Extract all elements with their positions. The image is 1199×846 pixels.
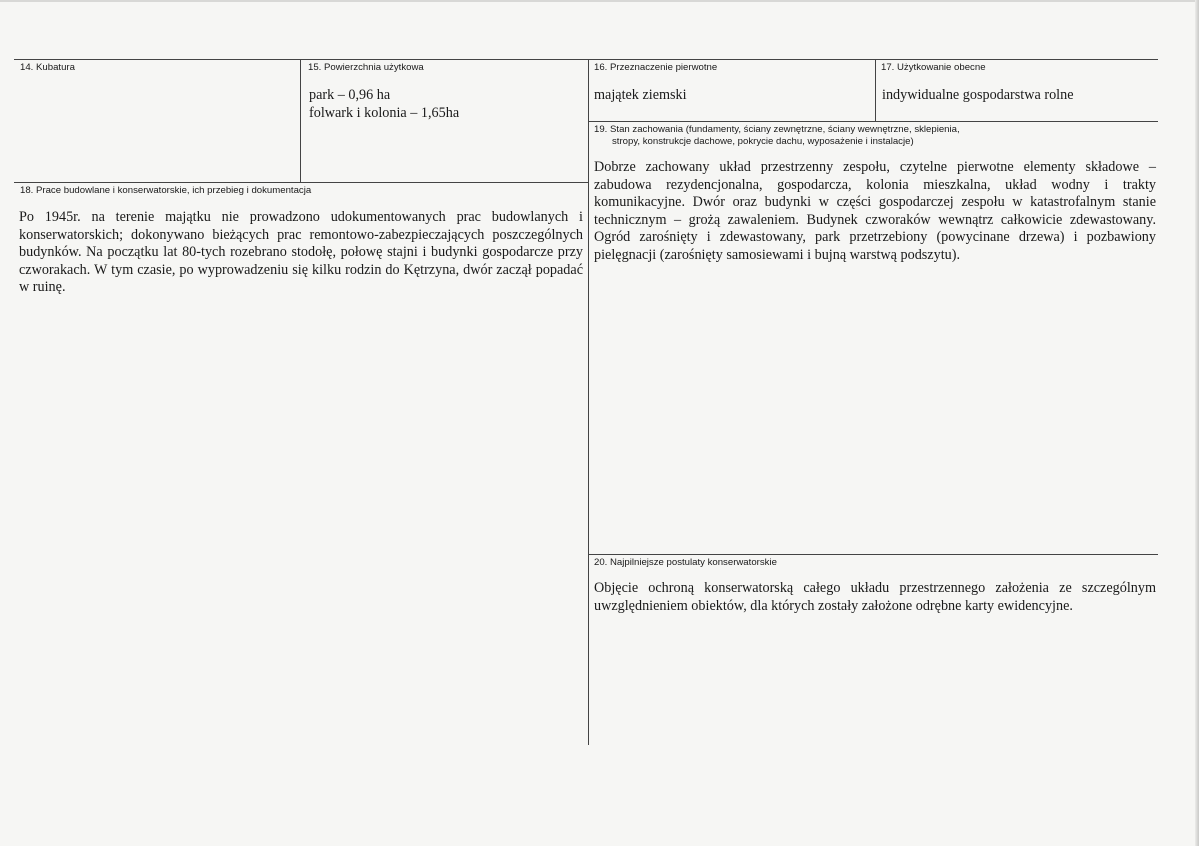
f18-text: Po 1945r. na terenie majątku nie prowadzono udokumentowanych prac budowlanych i konserwatorskich; dokonywano bieżących prac remontowo-zabezpieczających poszczególnych budynków. Na początku lat 80-tych rozebrano stodołę, połowę stajni i budynki gospodarcze przy czworakach. W tym czasie, po wyprowadzeniu się kilku rodzin do Kętrzyna, dwór zaczął popadać w ruinę. bbox=[19, 209, 583, 295]
f15-value-line2: folwark i kolonia – 1,65ha bbox=[309, 105, 460, 121]
rule-f18-top bbox=[14, 182, 589, 183]
f16-label: 16. Przeznaczenie pierwotne bbox=[594, 62, 718, 73]
rule-f19-top bbox=[589, 121, 1158, 122]
f20-text: Objęcie ochroną konserwatorską całego układu przestrzennego założenia ze szczególnym uwzględnieniem obiektów, dla których zostały założone odrębne karty ewidencyjne. bbox=[594, 580, 1156, 614]
f19-label-line2: stropy, konstrukcje dachowe, pokrycie dachu, wyposażenie i instalacje) bbox=[612, 136, 914, 147]
f16-value: majątek ziemski bbox=[594, 87, 687, 103]
rule-f17-left bbox=[875, 59, 876, 121]
rule-f15-left bbox=[300, 59, 301, 183]
f15-value-line1: park – 0,96 ha bbox=[309, 87, 391, 103]
f20-label: 20. Najpilniejsze postulaty konserwatorskie bbox=[594, 557, 777, 568]
page-edge-right bbox=[1195, 0, 1199, 846]
page-edge-top bbox=[0, 0, 1199, 2]
f19-label-line1: 19. Stan zachowania (fundamenty, ściany zewnętrzne, ściany wewnętrzne, sklepienia, bbox=[594, 124, 960, 135]
f17-label: 17. Użytkowanie obecne bbox=[881, 62, 986, 73]
f18-label: 18. Prace budowlane i konserwatorskie, ich przebieg i dokumentacja bbox=[20, 185, 312, 196]
rule-center bbox=[588, 59, 589, 745]
f19-text: Dobrze zachowany układ przestrzenny zespołu, czytelne pierwotne elementy składowe – zabudowa rezydencjonalna, gospodarcza, kolonia mieszkalna, układ wodny i trakty komunikacyjne. Dwór oraz budynki w części gospodarczej zespołu w katastrofalnym stanie technicznym – grożą zawaleniem. Budynek czworaków wewnątrz całkowicie zdewastowany. Ogród zarośnięty i zdewastowany, park przetrzebiony (powycinane drzewa) i pozbawiony pielęgnacji (zarośnięty samosiewami i bujną warstwą podszytu). bbox=[594, 159, 1156, 263]
rule-f20-top bbox=[589, 554, 1158, 555]
f15-label: 15. Powierzchnia użytkowa bbox=[308, 62, 424, 73]
rule-top bbox=[14, 59, 1158, 60]
f17-value: indywidualne gospodarstwa rolne bbox=[882, 87, 1074, 103]
f14-label: 14. Kubatura bbox=[20, 62, 75, 73]
